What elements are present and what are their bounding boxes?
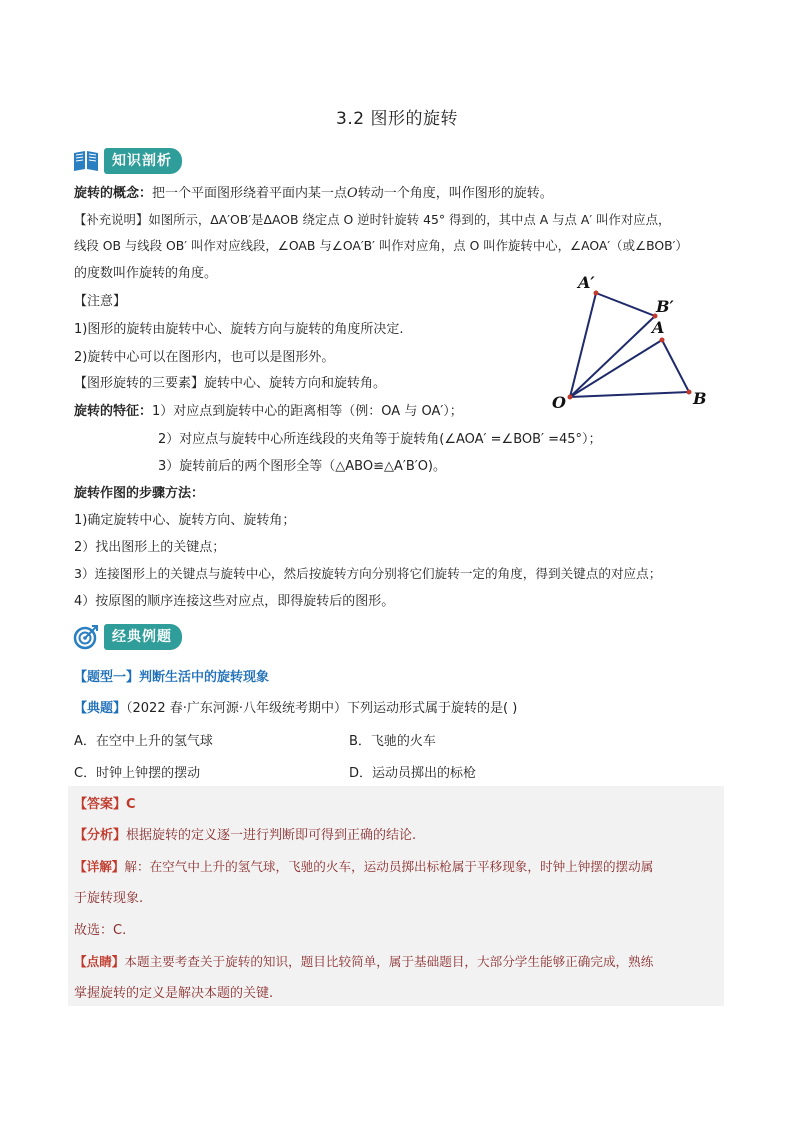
supplement-line-1: 【补充说明】如图所示，ΔA′OB′是ΔAOB 绕定点 O 逆时针旋转 45° 得到的，其中点 A 与点 A′ 叫作对应点， (74, 212, 671, 227)
step-item-3: 3）连接图形上的关键点与旋转中心，然后按旋转方向分别将它们旋转一定的角度，得到关键点的对应点； (74, 566, 662, 581)
question-type-heading: 【题型一】判断生活中的旋转现象 (74, 670, 270, 685)
option-D: D．运动员掷出的标枪 (349, 766, 477, 781)
note-item-2: 2)旋转中心可以在图形内，也可以是图形外。 (74, 350, 335, 365)
analysis-text: 根据旋转的定义逐一进行判断即可得到正确的结论. (126, 828, 417, 843)
supplement-line-2: 线段 OB 与线段 OB′ 叫作对应线段，∠OAB 与∠OA′B′ 叫作对应角，点 O 叫作旋转中心，∠AOA′（或∠BOB′） (74, 238, 688, 253)
answer-value: C (126, 797, 136, 812)
section-banner-examples (72, 622, 182, 652)
example-question (74, 697, 517, 716)
note-item-1: 1)图形的旋转由旋转中心、旋转方向与旋转的角度所决定. (74, 322, 404, 337)
comment-tag: 【点睛】 (74, 954, 125, 969)
supplement-line-3: 的度数叫作旋转的角度。 (74, 266, 218, 281)
option-A: A．在空中上升的氢气球 (74, 734, 213, 749)
label-O: O (552, 393, 566, 412)
rotation-figure (548, 270, 718, 415)
target-icon (72, 623, 100, 651)
example-source: （2022 春·广东河源·八年级统考期中） (126, 701, 347, 716)
concept-text-a: 把一个平面图形绕着平面内某一点 (152, 186, 348, 201)
concept-text-b: 转动一个角度，叫作图形的旋转。 (357, 186, 553, 201)
segment-AB (662, 340, 689, 392)
segment-A-prime-B-prime (596, 293, 655, 316)
point-A (660, 338, 665, 343)
step-item-2: 2）找出图形上的关键点； (74, 540, 226, 555)
detail-text-1: 解：在空气中上升的氢气球，飞驰的火车，运动员掷出标枪属于平移现象，时钟上钟摆的摆动属 (124, 859, 654, 874)
features-line-1 (74, 400, 463, 419)
concept-point: O (347, 186, 358, 201)
segment-OB-prime (570, 316, 655, 397)
step-item-4: 4）按原图的顺序连接这些对应点，即得旋转后的图形。 (74, 594, 395, 609)
features-heading: 旋转的特征： (74, 404, 153, 419)
option-C: C．时钟上钟摆的摆动 (74, 766, 201, 781)
concept-heading: 旋转的概念： (74, 186, 153, 201)
segment-OA (570, 340, 662, 397)
comment-text-1: 本题主要考查关于旋转的知识，题目比较简单，属于基础题目，大部分学生能够正确完成，熟练 (124, 954, 654, 969)
segment-OB (570, 392, 689, 397)
step-item-1: 1)确定旋转中心、旋转方向、旋转角； (74, 513, 296, 528)
feature-item-3: 3）旋转前后的两个图形全等（△ABO≌△A′B′O)。 (158, 459, 446, 474)
analysis-tag: 【分析】 (74, 828, 127, 843)
page-title: 3.2 图形的旋转 (336, 109, 458, 129)
example-tag: 【典题】 (74, 701, 127, 716)
choice-line: 故选：C. (74, 923, 127, 938)
concept-line (74, 182, 553, 201)
label-B-prime: B′ (656, 297, 674, 316)
comment-line-1 (74, 951, 653, 970)
detail-tag: 【详解】 (74, 859, 125, 874)
point-B (687, 390, 692, 395)
label-A: A (652, 318, 665, 337)
detail-line-2: 于旋转现象. (74, 891, 144, 906)
three-elements: 【图形旋转的三要素】旋转中心、旋转方向和旋转角。 (74, 376, 387, 391)
section-banner-knowledge (72, 146, 182, 176)
feature-item-2: 2）对应点与旋转中心所连线段的夹角等于旋转角(∠AOA′ =∠BOB′ =45°）； (158, 432, 602, 447)
point-O (568, 395, 573, 400)
feature-item-1: 1）对应点到旋转中心的距离相等（例：OA 与 OA′）； (152, 404, 463, 419)
example-question-text: 下列运动形式属于旋转的是( ) (347, 701, 518, 716)
label-B: B (693, 389, 707, 408)
answer-tag: 【答案】 (74, 797, 127, 812)
detail-line-1 (74, 856, 653, 875)
book-icon (72, 147, 100, 175)
note-heading: 【注意】 (74, 294, 127, 309)
section-title-examples: 经典例题 (104, 624, 182, 650)
option-B: B．飞驰的火车 (349, 734, 436, 749)
label-A-prime: A′ (578, 273, 595, 292)
steps-heading: 旋转作图的步骤方法： (74, 486, 205, 501)
segment-OA-prime (570, 293, 596, 397)
section-title-knowledge: 知识剖析 (104, 148, 182, 174)
comment-line-2: 掌握旋转的定义是解决本题的关键. (74, 986, 274, 1001)
analysis-line (74, 824, 416, 843)
answer-line (74, 793, 136, 812)
answer-box (68, 786, 724, 1006)
